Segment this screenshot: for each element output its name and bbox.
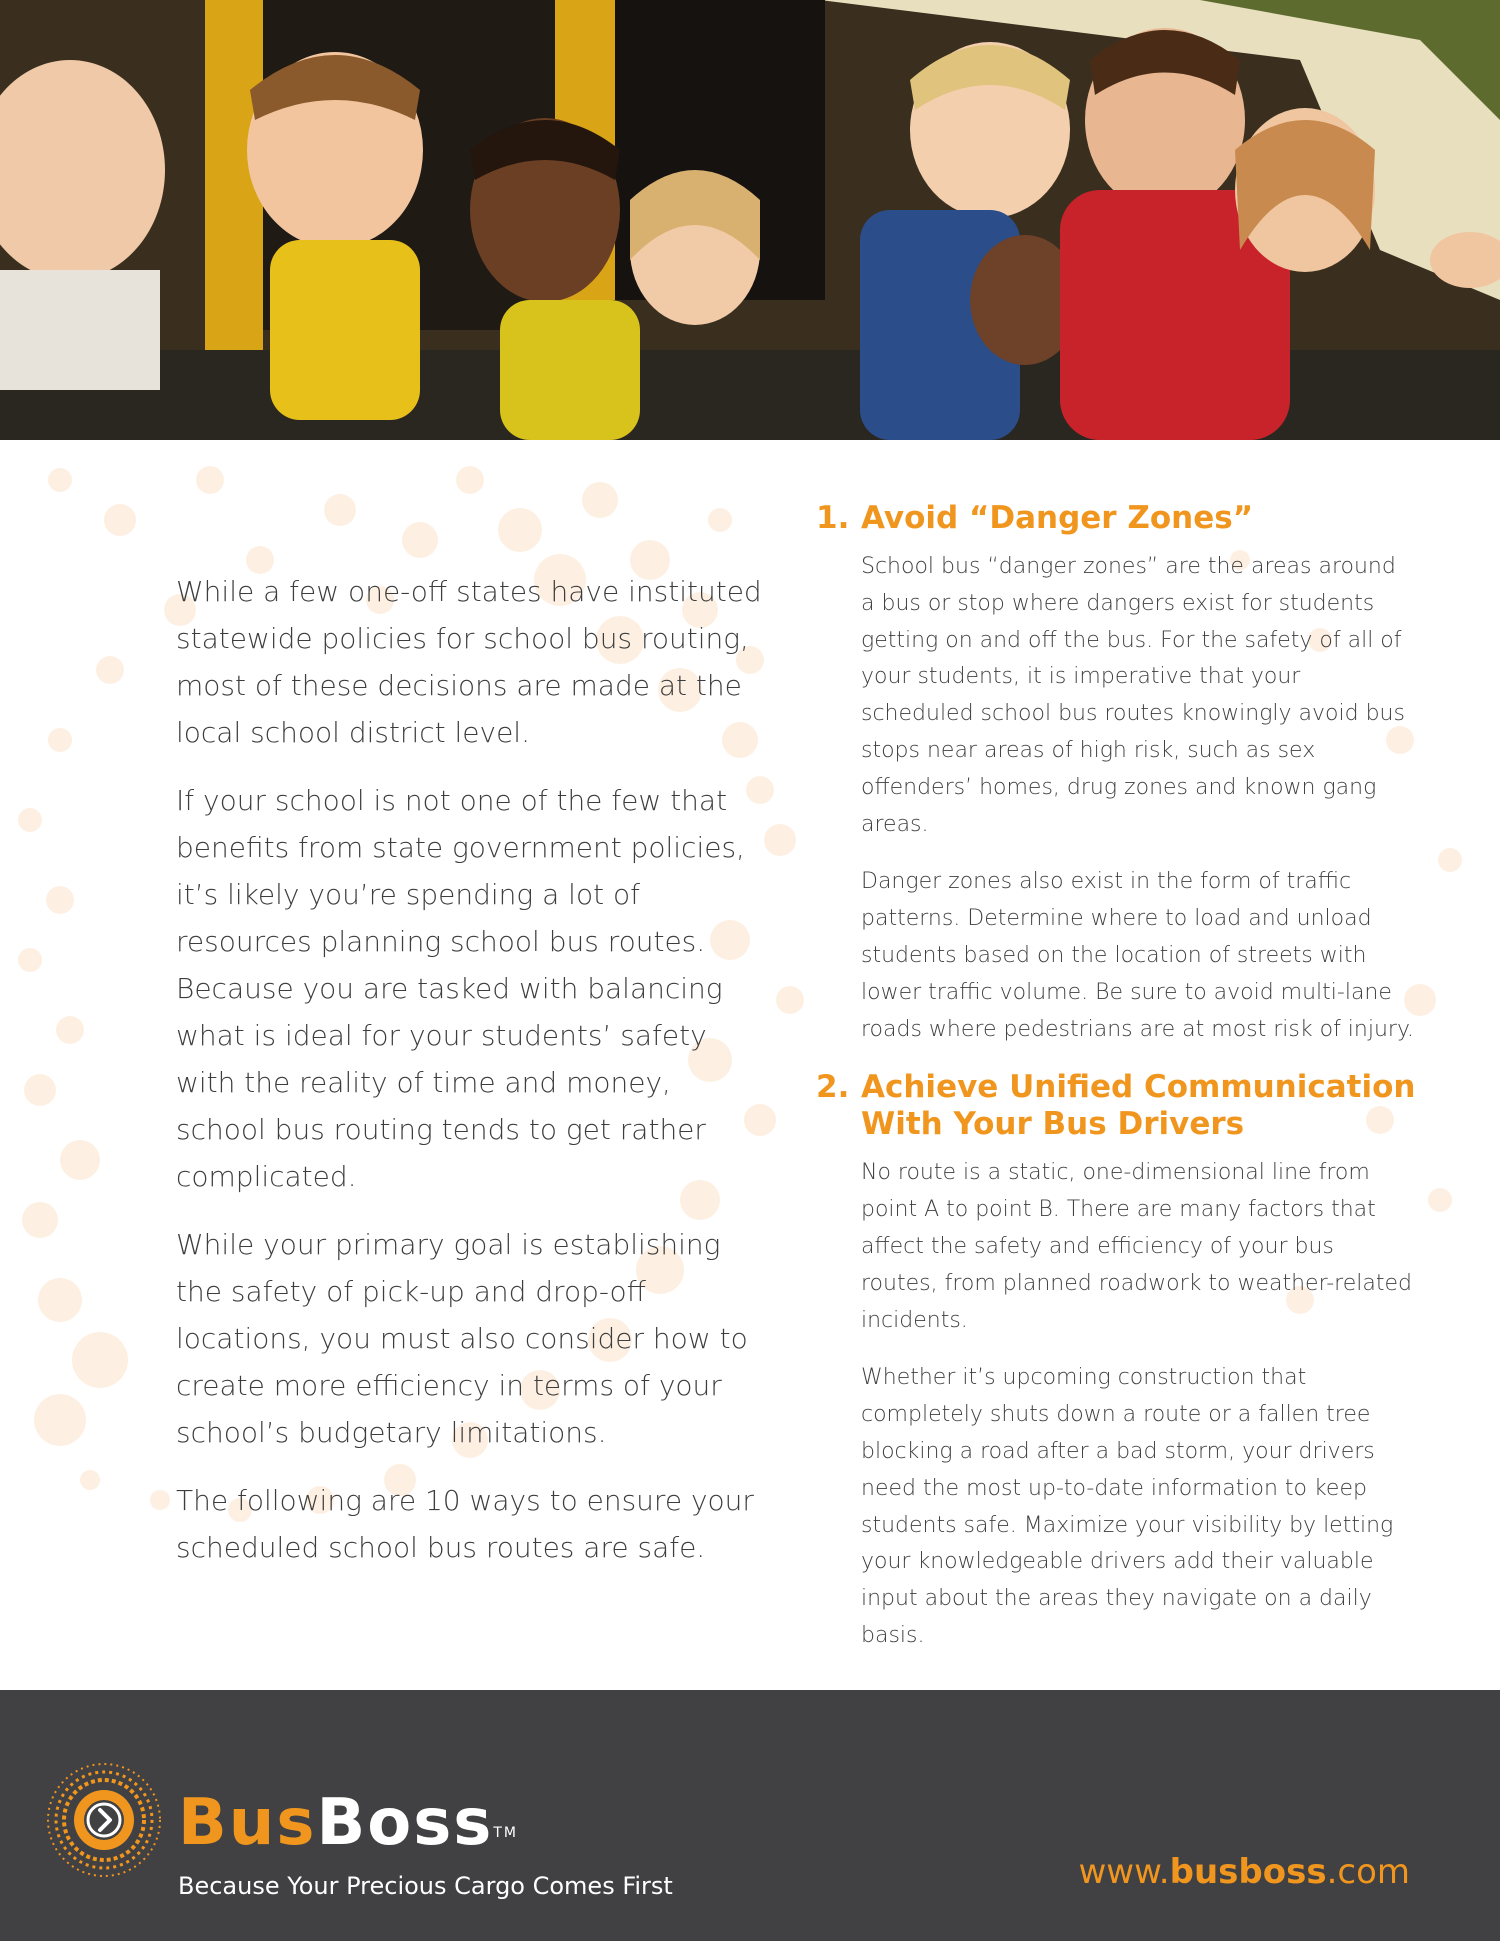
section-heading	[816, 500, 1416, 537]
brand-wordmark	[178, 1788, 518, 1858]
section-number: 1.	[816, 500, 850, 536]
intro-paragraph: While your primary goal is establishing the safety of pick-up and drop-off locations, you must also consider how to create more efficiency in terms of your school’s budgetary limitations.	[176, 1228, 748, 1449]
trademark-symbol: TM	[493, 1825, 519, 1841]
brand-tagline: Because Your Precious Cargo Comes First	[178, 1872, 673, 1900]
url-suffix: .com	[1326, 1852, 1410, 1892]
busboss-logo-icon	[44, 1760, 164, 1880]
intro-column	[176, 568, 766, 1592]
section-paragraph: No route is a static, one-dimensional line from point A to point B. There are many factors that affect the safety and efficiency of your bus routes, from planned roadwork to weather-related incidents.	[861, 1160, 1412, 1333]
footer	[0, 1690, 1500, 1941]
tips-column	[816, 500, 1416, 1676]
url-prefix: www.	[1078, 1852, 1170, 1892]
section-paragraph: Danger zones also exist in the form of traffic patterns. Determine where to load and unload students based on the location of streets with lower traffic volume. Be sure to avoid multi-lane roads where pedestrians are at most risk of injury.	[861, 869, 1414, 1042]
brand-part-boss: Boss	[316, 1786, 494, 1860]
main-content	[0, 440, 1500, 1690]
intro-paragraph: While a few one-off states have instituted statewide policies for school bus routing, most of these decisions are made at the local school district level.	[176, 575, 762, 749]
section-heading	[816, 1069, 1416, 1143]
intro-paragraph: If your school is not one of the few that benefits from state government policies, it’s likely you’re spending a lot of resources planning school bus routes. Because you are tasked with balancing what is ideal for your students’ safety with the reality of time and money, school bus routing tends to get rather complicated.	[176, 784, 745, 1193]
section-number: 2.	[816, 1069, 850, 1106]
hero-photo	[0, 0, 1500, 440]
section-title: Avoid “Danger Zones”	[861, 500, 1254, 536]
hero-photo-illustration	[0, 0, 1500, 440]
website-link[interactable]	[1079, 1852, 1411, 1892]
section-title: Achieve Unified Communication With Your Bus Drivers	[861, 1069, 1416, 1143]
intro-paragraph: The following are 10 ways to ensure your scheduled school bus routes are safe.	[176, 1484, 754, 1564]
url-domain: busboss	[1169, 1852, 1327, 1892]
section-paragraph: School bus “danger zones” are the areas around a bus or stop where dangers exist for students getting on and off the bus. For the safety of all of your students, it is imperative that your scheduled school bus routes knowingly avoid bus stops near areas of high risk, such as sex offenders’ homes, drug zones and known gang areas.	[861, 554, 1405, 837]
section-paragraph: Whether it’s upcoming construction that completely shuts down a route or a fallen tree blocking a road after a bad storm, your drivers need the most up-to-date information to keep students safe. Maximize your visibility by letting your knowledgeable drivers add their valuable input about the areas they navigate on a daily basis.	[861, 1365, 1394, 1648]
brand-part-bus: Bus	[178, 1786, 317, 1860]
